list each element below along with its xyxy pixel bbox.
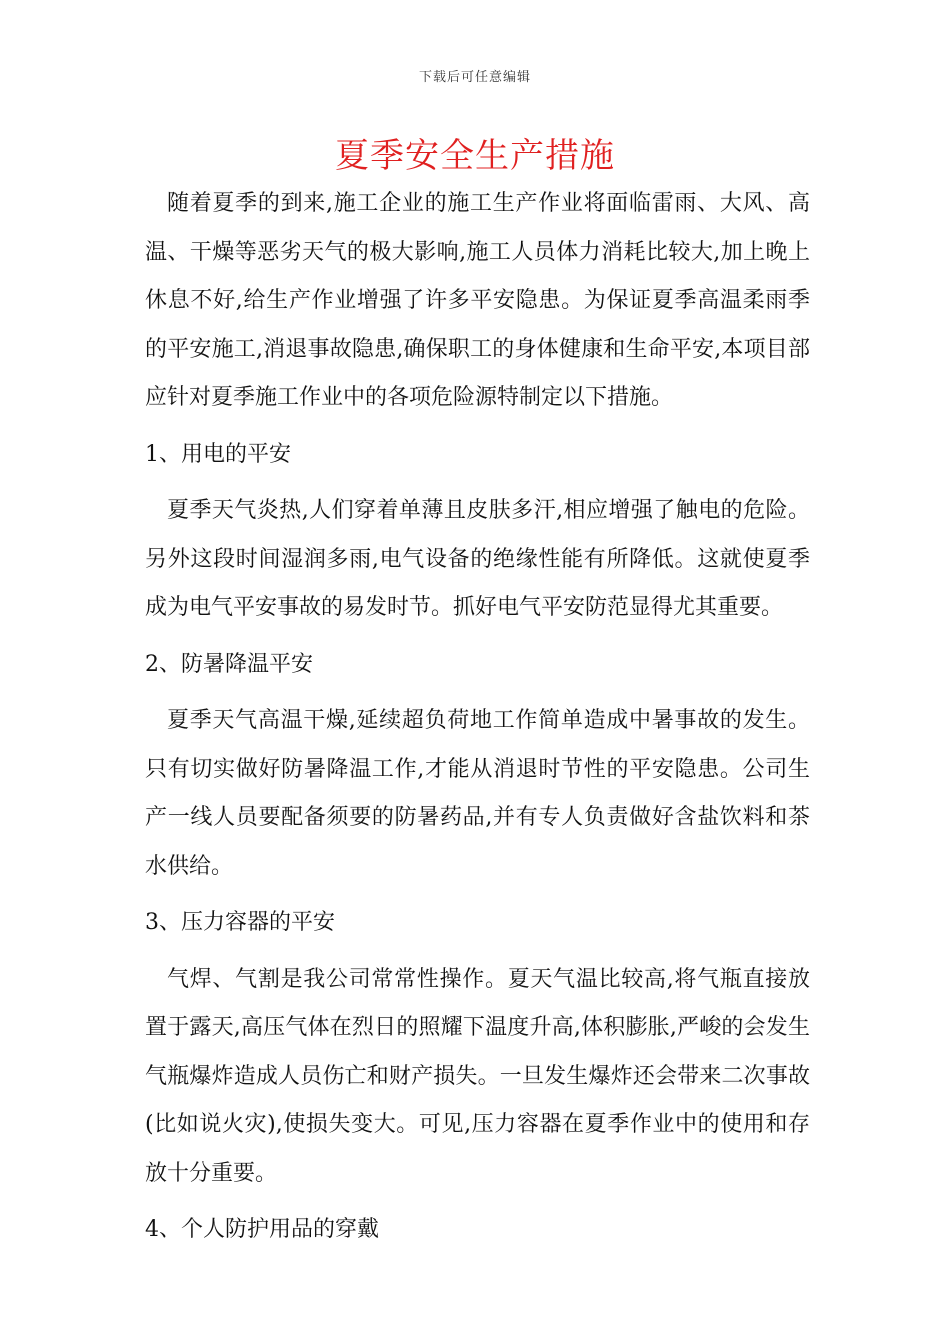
section-heading-protective-equipment: 4、个人防护用品的穿戴	[145, 1217, 379, 1242]
section-heading-heatstroke: 2、防暑降温平安	[145, 651, 313, 677]
electricity-paragraph: 夏季天气炎热,人们穿着单薄且皮肤多汗,相应增强了触电的危险。另外这段时间湿润多雨,电气设备的绝缘性能有所降低。这就使夏季成为电气平安事故的易发时节。抓好电气平安防范显得尤其重要。	[145, 498, 810, 620]
document-title: 夏季安全生产措施	[335, 136, 615, 176]
document-body	[145, 180, 810, 1263]
section-heading-electricity: 1、用电的平安	[145, 441, 291, 467]
section-heading-pressure-vessel: 3、压力容器的平安	[145, 910, 335, 935]
heatstroke-paragraph: 夏季天气高温干燥,延续超负荷地工作简单造成中暑事故的发生。只有切实做好防暑降温工作,才能从消退时节性的平安隐患。公司生产一线人员要配备须要的防暑药品,并有专人负责做好含盐饮料和茶水供给。	[145, 708, 810, 879]
page-header: 下载后可任意编辑	[418, 70, 531, 85]
pressure-vessel-paragraph: 气焊、气割是我公司常常性操作。夏天气温比较高,将气瓶直接放置于露天,高压气体在烈日的照耀下温度升高,体积膨胀,严峻的会发生气瓶爆炸造成人员伤亡和财产损失。一旦发生爆炸还会带来二次事故(比如说火灾),使损失变大。可见,压力容器在夏季作业中的使用和存放十分重要。	[145, 966, 810, 1186]
intro-paragraph: 随着夏季的到来,施工企业的施工生产作业将面临雷雨、大风、高温、干燥等恶劣天气的极大影响,施工人员体力消耗比较大,加上晚上休息不好,给生产作业增强了许多平安隐患。为保证夏季高温柔雨季的平安施工,消退事故隐患,确保职工的身体健康和生命平安,本项目部应针对夏季施工作业中的各项危险源特制定以下措施。	[145, 191, 810, 410]
